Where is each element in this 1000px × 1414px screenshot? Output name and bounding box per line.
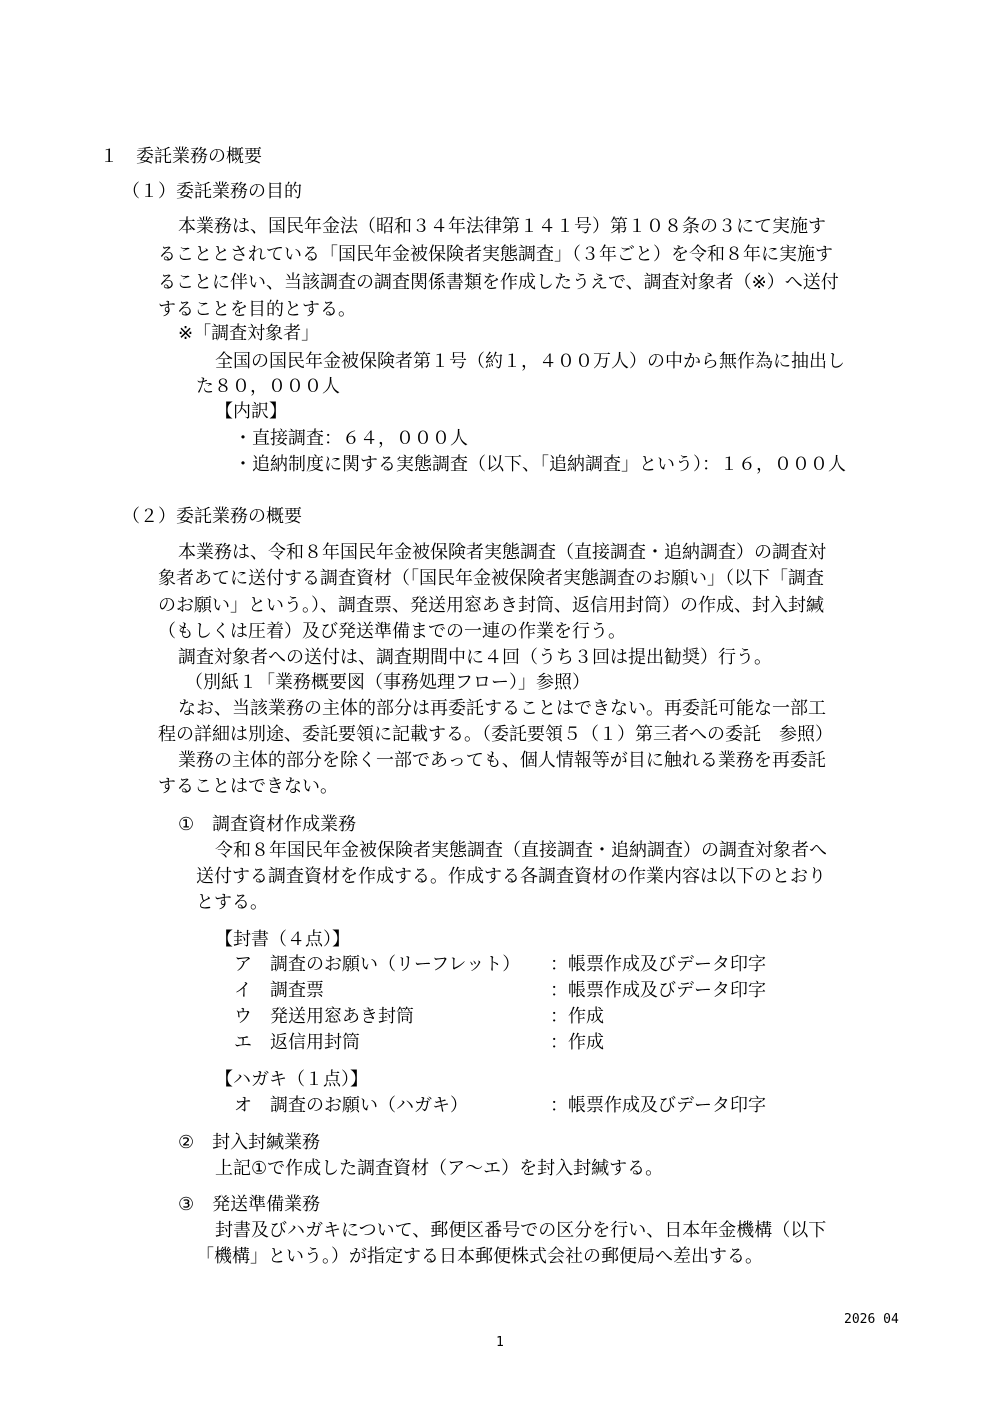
breakdown-item: ・追納制度に関する実態調査（以下、「追納調査」という）：１６，０００人 <box>234 454 846 475</box>
overview-paragraph-line: （もしくは圧着）及び発送準備までの一連の作業を行う。 <box>158 621 626 642</box>
overview-paragraph-line: なお、当該業務の主体的部分は再委託することはできない。再委託可能な一部工 <box>178 698 826 719</box>
item-title-shipping-prep: ③ 発送準備業務 <box>178 1194 321 1215</box>
item-title-material-creation: ① 調査資材作成業務 <box>178 814 357 835</box>
envelope-item-task: ：作成 <box>550 1006 604 1027</box>
subsection-heading-purpose: （１）委託業務の目的 <box>122 181 302 202</box>
envelope-item-row <box>0 1005 1000 1029</box>
overview-paragraph-line: （別紙１「業務概要図（事務処理フロー）」参照） <box>185 672 590 693</box>
item-title-enclosing: ② 封入封緘業務 <box>178 1132 321 1153</box>
note-line: た８０，０００人 <box>196 376 340 397</box>
envelope-item-task: ：帳票作成及びデータ印字 <box>550 954 766 975</box>
envelope-item-label: ウ 発送用窓あき封筒 <box>234 1006 414 1027</box>
item2-line: 上記①で作成した調査資材（ア～エ）を封入封緘する。 <box>215 1158 664 1179</box>
subsection-heading-overview: （２）委託業務の概要 <box>122 506 302 527</box>
item3-line: 封書及びハガキについて、郵便区番号での区分を行い、日本年金機構（以下 <box>215 1220 827 1241</box>
purpose-paragraph-line: することを目的とする。 <box>158 299 356 320</box>
postcard-title: 【ハガキ（１点）】 <box>215 1069 368 1090</box>
overview-paragraph-line: 程の詳細は別途、委託要領に記載する。（委託要領５（１）第三者への委託 参照） <box>158 724 833 745</box>
purpose-paragraph-line: ることとされている「国民年金被保険者実態調査」（３年ごと）を令和８年に実施す <box>158 244 833 265</box>
note-line: 全国の国民年金被保険者第１号（約１，４００万人）の中から無作為に抽出し <box>215 351 845 372</box>
envelope-item-label: ア 調査のお願い（リーフレット） <box>234 954 521 975</box>
envelope-title: 【封書（４点）】 <box>215 929 350 950</box>
postcard-item-task: ：帳票作成及びデータ印字 <box>550 1095 766 1116</box>
postcard-item-row <box>0 1094 1000 1118</box>
envelope-item-task: ：帳票作成及びデータ印字 <box>550 980 766 1001</box>
envelope-item-label: イ 調査票 <box>234 980 324 1001</box>
breakdown-title: 【内訳】 <box>215 401 287 422</box>
item1-line: とする。 <box>196 892 268 913</box>
envelope-item-row <box>0 1031 1000 1055</box>
envelope-item-label: エ 返信用封筒 <box>234 1032 360 1053</box>
overview-paragraph-line: することはできない。 <box>158 776 338 797</box>
overview-paragraph-line: のお願い」という。）、調査票、発送用窓あき封筒、返信用封筒）の作成、封入封緘 <box>158 595 824 616</box>
document-code: 2026 04 <box>844 1312 899 1327</box>
overview-paragraph-line: 象者あてに送付する調査資材（「国民年金被保険者実態調査のお願い」（以下「調査 <box>158 568 824 589</box>
envelope-item-row <box>0 979 1000 1003</box>
overview-paragraph-line: 本業務は、令和８年国民年金被保険者実態調査（直接調査・追納調査）の調査対 <box>178 542 826 563</box>
overview-paragraph-line: 業務の主体的部分を除く一部であっても、個人情報等が目に触れる業務を再委託 <box>178 750 826 771</box>
overview-paragraph-line: 調査対象者への送付は、調査期間中に４回（うち３回は提出勧奨）行う。 <box>178 647 772 668</box>
envelope-item-task: ：作成 <box>550 1032 604 1053</box>
item1-line: 令和８年国民年金被保険者実態調査（直接調査・追納調査）の調査対象者へ <box>215 840 827 861</box>
purpose-paragraph-line: 本業務は、国民年金法（昭和３４年法律第１４１号）第１０８条の３にて実施す <box>178 216 826 237</box>
breakdown-item: ・直接調査：６４，０００人 <box>234 428 468 449</box>
item1-line: 送付する調査資材を作成する。作成する各調査資材の作業内容は以下のとおり <box>196 866 826 887</box>
postcard-item-label: オ 調査のお願い（ハガキ） <box>234 1095 468 1116</box>
note-title: ※「調査対象者」 <box>178 323 320 344</box>
envelope-item-row <box>0 953 1000 977</box>
purpose-paragraph-line: ることに伴い、当該調査の調査関係書類を作成したうえで、調査対象者（※）へ送付 <box>158 272 839 293</box>
page-number: 1 <box>496 1335 504 1350</box>
item3-line: 「機構」という。）が指定する日本郵便株式会社の郵便局へ差出する。 <box>196 1246 763 1267</box>
section-heading: １ 委託業務の概要 <box>100 146 262 167</box>
